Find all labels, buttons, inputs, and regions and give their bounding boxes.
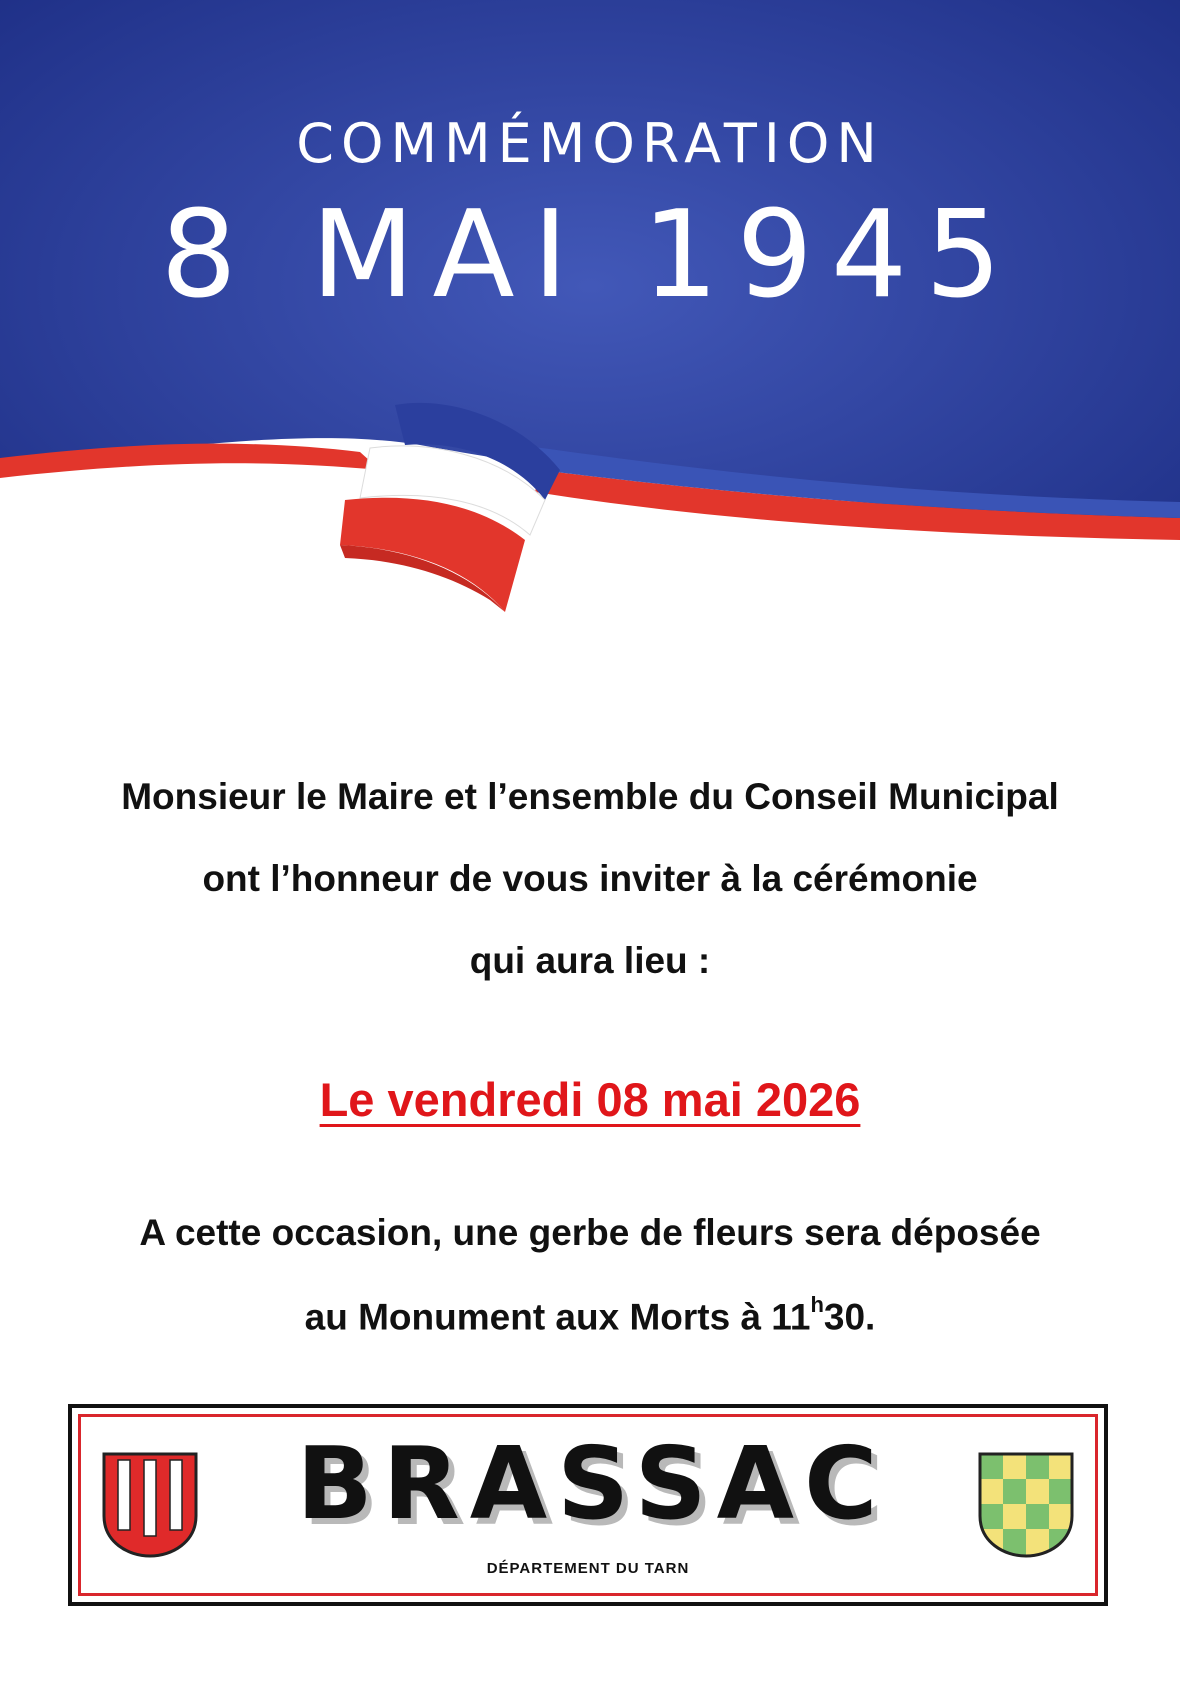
hour-superscript: h: [810, 1292, 824, 1317]
commemoration-banner: [0, 0, 1180, 636]
invitation-line-4: A cette occasion, une gerbe de fleurs sera déposée: [139, 1212, 1041, 1253]
banner-title-date: 8 MAI 1945: [160, 186, 1020, 325]
brassac-logo: [68, 1404, 1108, 1606]
brand-name: BRASSAC: [296, 1425, 888, 1542]
invitation-line-5-main: au Monument aux Morts à 11: [304, 1296, 811, 1338]
green-yellow-checkered-shield-icon: [976, 1450, 1076, 1560]
invitation-line-1: Monsieur le Maire et l’ensemble du Conseil Municipal: [121, 776, 1059, 817]
invitation-line-2: ont l’honneur de vous inviter à la cérémonie: [202, 858, 978, 899]
invitation-line-3: qui aura lieu :: [469, 940, 711, 981]
invitation-line-5-end: 30.: [823, 1296, 876, 1338]
red-pales-shield-icon: [100, 1450, 200, 1560]
ceremony-date: Le vendredi 08 mai 2026: [319, 1073, 861, 1126]
invitation-line-5: [0, 1292, 1180, 1338]
department-subtitle: DÉPARTEMENT DU TARN: [486, 1560, 690, 1577]
banner-title-commemoration: COMMÉMORATION: [296, 112, 884, 175]
